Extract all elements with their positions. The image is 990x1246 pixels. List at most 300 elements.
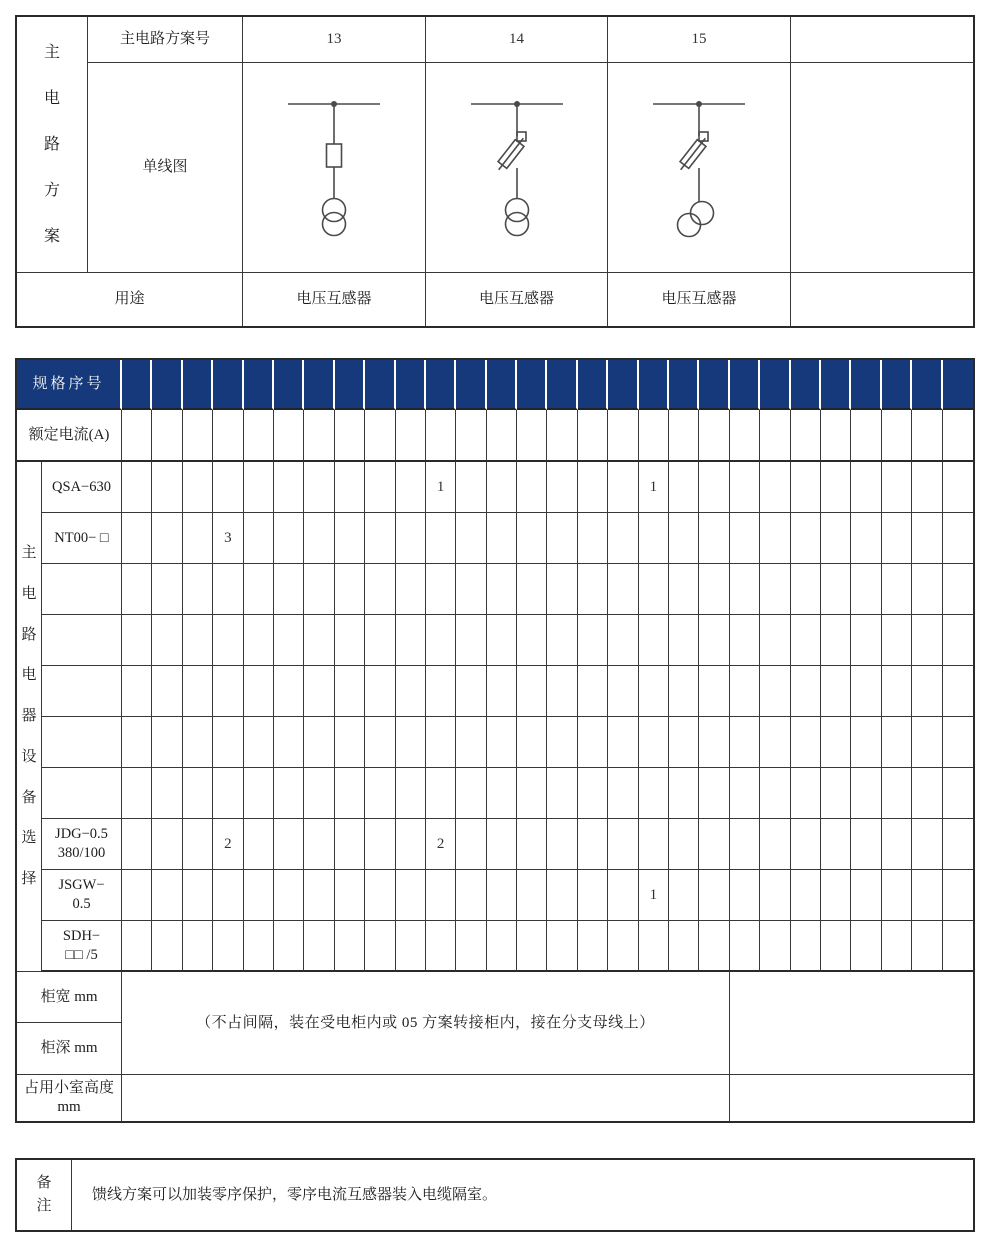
spec-header-cell	[669, 360, 699, 410]
equipment-qty-cell	[943, 615, 973, 666]
equipment-qty-cell	[699, 870, 729, 921]
equipment-qty-cell	[882, 921, 912, 972]
busbar-switch-fuse-voltage-transformer-diagram	[427, 64, 607, 272]
single-line-diagram-header: 单线图	[88, 63, 243, 273]
equipment-qty-cell	[426, 768, 456, 819]
equipment-qty-cell	[851, 462, 881, 513]
equipment-qty-cell	[912, 768, 942, 819]
equipment-qty-cell	[882, 717, 912, 768]
equipment-qty-cell	[578, 513, 608, 564]
equipment-qty-cell	[396, 870, 426, 921]
equipment-qty-cell	[365, 768, 395, 819]
rated-current-cell	[426, 410, 456, 462]
spec-header-cell	[851, 360, 881, 410]
equipment-qty-cell	[760, 768, 790, 819]
equipment-qty-cell	[578, 768, 608, 819]
rated-current-cell	[760, 410, 790, 462]
spec-header-cell	[426, 360, 456, 410]
equipment-qty-cell	[396, 615, 426, 666]
equipment-qty-cell	[699, 819, 729, 870]
equipment-qty-cell	[639, 819, 669, 870]
equipment-qty-cell	[943, 717, 973, 768]
rated-current-cell	[396, 410, 426, 462]
spec-header-cell	[213, 360, 243, 410]
equipment-qty-cell	[943, 513, 973, 564]
spec-header-cell	[517, 360, 547, 410]
equipment-qty-cell	[851, 615, 881, 666]
equipment-qty-cell	[912, 513, 942, 564]
equipment-qty-cell	[456, 717, 486, 768]
equipment-qty-cell	[365, 819, 395, 870]
equipment-qty-cell	[335, 615, 365, 666]
spec-header-cell	[152, 360, 182, 410]
spec-header-cell	[639, 360, 669, 410]
equipment-qty-cell	[426, 513, 456, 564]
equipment-qty-cell	[730, 717, 760, 768]
equipment-qty-cell	[152, 615, 182, 666]
spec-header-cell	[578, 360, 608, 410]
diagram-cell-13	[243, 63, 426, 273]
spec-header-cell	[821, 360, 851, 410]
cabinet-depth-label: 柜深 mm	[17, 1023, 122, 1075]
rated-current-cell	[608, 410, 638, 462]
rated-current-cell	[851, 410, 881, 462]
equipment-qty-cell	[122, 717, 152, 768]
equipment-qty-cell	[304, 819, 334, 870]
equipment-qty-cell	[730, 513, 760, 564]
equipment-qty-cell	[699, 513, 729, 564]
equipment-qty-cell	[244, 564, 274, 615]
specification-table	[15, 358, 975, 1123]
rated-current-cell	[244, 410, 274, 462]
equipment-qty-cell	[274, 819, 304, 870]
equipment-qty-cell	[912, 462, 942, 513]
equipment-qty-cell	[851, 921, 881, 972]
scheme-no-13: 13	[243, 17, 426, 63]
rated-current-cell	[791, 410, 821, 462]
equipment-qty-cell	[335, 921, 365, 972]
equipment-qty-cell	[760, 870, 790, 921]
equipment-qty-cell	[608, 870, 638, 921]
equipment-qty-cell	[335, 768, 365, 819]
spec-header-cell	[456, 360, 486, 410]
spec-header-cell	[274, 360, 304, 410]
equipment-qty-cell	[274, 615, 304, 666]
equipment-qty-cell	[730, 564, 760, 615]
rated-current-cell	[730, 410, 760, 462]
equipment-qty-cell	[213, 615, 243, 666]
equipment-qty-cell	[912, 819, 942, 870]
equipment-qty-cell	[699, 462, 729, 513]
equipment-qty-cell	[821, 513, 851, 564]
spec-header-cell	[730, 360, 760, 410]
equipment-qty-cell	[821, 615, 851, 666]
equipment-qty-cell	[365, 564, 395, 615]
equipment-name-cell: NT00− □	[42, 513, 122, 564]
equipment-qty-cell	[517, 564, 547, 615]
equipment-qty-cell	[760, 717, 790, 768]
equipment-qty-cell	[152, 819, 182, 870]
equipment-qty-cell	[396, 666, 426, 717]
equipment-qty-cell	[122, 819, 152, 870]
equipment-qty-cell	[608, 921, 638, 972]
equipment-qty-cell	[547, 615, 577, 666]
equipment-qty-cell	[426, 615, 456, 666]
equipment-qty-cell	[244, 870, 274, 921]
equipment-qty-cell	[517, 462, 547, 513]
equipment-qty-cell	[396, 462, 426, 513]
equipment-qty-cell	[851, 717, 881, 768]
equipment-qty-cell	[699, 921, 729, 972]
equipment-qty-cell	[912, 717, 942, 768]
equipment-qty-cell	[821, 666, 851, 717]
equipment-qty-cell	[183, 513, 213, 564]
equipment-qty-cell	[669, 513, 699, 564]
equipment-qty-cell	[547, 768, 577, 819]
equipment-qty-cell	[547, 666, 577, 717]
equipment-qty-cell	[639, 513, 669, 564]
equipment-name-cell	[42, 768, 122, 819]
equipment-qty-cell	[639, 717, 669, 768]
equipment-qty-cell	[335, 819, 365, 870]
equipment-qty-cell	[183, 870, 213, 921]
equipment-qty-cell	[365, 717, 395, 768]
equipment-qty-cell	[578, 564, 608, 615]
equipment-qty-cell	[213, 717, 243, 768]
equipment-qty-cell	[456, 615, 486, 666]
equipment-qty-cell	[365, 870, 395, 921]
equipment-qty-cell	[821, 819, 851, 870]
equipment-qty-cell	[122, 513, 152, 564]
equipment-qty-cell	[517, 717, 547, 768]
equipment-qty-cell	[456, 921, 486, 972]
spec-header-cell	[396, 360, 426, 410]
equipment-qty-cell	[912, 564, 942, 615]
equipment-qty-cell	[426, 717, 456, 768]
equipment-qty-cell	[304, 717, 334, 768]
spec-header-cell	[912, 360, 942, 410]
equipment-qty-cell	[244, 666, 274, 717]
equipment-qty-cell	[487, 666, 517, 717]
equipment-qty-cell	[821, 564, 851, 615]
equipment-qty-cell	[517, 768, 547, 819]
equipment-qty-cell	[639, 666, 669, 717]
equipment-qty-cell	[335, 564, 365, 615]
equipment-qty-cell	[821, 870, 851, 921]
rated-current-cell	[335, 410, 365, 462]
equipment-qty-cell: 1	[639, 870, 669, 921]
rated-current-label: 额定电流(A)	[17, 410, 122, 462]
equipment-qty-cell	[396, 564, 426, 615]
scheme-no-14: 14	[426, 17, 608, 63]
equipment-qty-cell	[760, 564, 790, 615]
equipment-qty-cell	[152, 768, 182, 819]
equipment-qty-cell	[517, 921, 547, 972]
equipment-qty-cell	[274, 921, 304, 972]
equipment-qty-cell	[578, 921, 608, 972]
equipment-qty-cell	[183, 819, 213, 870]
spec-header-cell	[244, 360, 274, 410]
equipment-qty-cell	[365, 615, 395, 666]
equipment-qty-cell	[426, 564, 456, 615]
equipment-qty-cell	[487, 564, 517, 615]
rated-current-cell	[152, 410, 182, 462]
equipment-qty-cell	[304, 666, 334, 717]
equipment-qty-cell	[547, 513, 577, 564]
equipment-qty-cell	[487, 513, 517, 564]
equipment-qty-cell	[639, 921, 669, 972]
main-circuit-scheme-table	[15, 15, 975, 328]
equipment-qty-cell	[791, 564, 821, 615]
equipment-qty-cell	[639, 615, 669, 666]
spec-header-cell	[760, 360, 790, 410]
equipment-qty-cell	[882, 462, 912, 513]
remark-label: 备 注	[17, 1160, 72, 1230]
equipment-qty-cell	[152, 513, 182, 564]
equipment-qty-cell	[912, 615, 942, 666]
equipment-qty-cell	[699, 666, 729, 717]
equipment-qty-cell	[396, 717, 426, 768]
equipment-qty-cell	[821, 462, 851, 513]
equipment-qty-cell	[426, 666, 456, 717]
equipment-qty-cell	[213, 666, 243, 717]
equipment-qty-cell	[335, 666, 365, 717]
equipment-qty-cell	[608, 513, 638, 564]
equipment-qty-cell	[213, 462, 243, 513]
equipment-qty-cell	[213, 921, 243, 972]
equipment-qty-cell	[213, 768, 243, 819]
equipment-qty-cell	[943, 921, 973, 972]
equipment-qty-cell	[912, 666, 942, 717]
equipment-qty-cell	[244, 768, 274, 819]
rated-current-cell	[882, 410, 912, 462]
equipment-qty-cell	[244, 921, 274, 972]
equipment-qty-cell	[547, 564, 577, 615]
equipment-name-cell: SDH− □□ /5	[42, 921, 122, 972]
equipment-qty-cell	[669, 768, 699, 819]
equipment-qty-cell	[335, 513, 365, 564]
equipment-qty-cell	[122, 564, 152, 615]
equipment-qty-cell	[487, 768, 517, 819]
spec-header-cell	[487, 360, 517, 410]
equipment-qty-cell	[152, 870, 182, 921]
equipment-qty-cell	[608, 615, 638, 666]
rated-current-cell	[943, 410, 973, 462]
rated-current-cell	[456, 410, 486, 462]
equipment-qty-cell	[699, 564, 729, 615]
equipment-qty-cell	[122, 870, 152, 921]
equipment-qty-cell	[304, 921, 334, 972]
spec-header-cell	[699, 360, 729, 410]
equipment-qty-cell	[639, 768, 669, 819]
equipment-qty-cell	[943, 870, 973, 921]
equipment-qty-cell	[304, 615, 334, 666]
scheme-no-empty	[791, 17, 973, 63]
equipment-name-cell	[42, 615, 122, 666]
equipment-qty-cell	[851, 564, 881, 615]
spec-header-cell	[183, 360, 213, 410]
equipment-qty-cell	[213, 564, 243, 615]
equipment-qty-cell	[487, 819, 517, 870]
equipment-qty-cell	[183, 462, 213, 513]
equipment-qty-cell	[274, 870, 304, 921]
remark-text: 馈线方案可以加装零序保护，零序电流互感器装入电缆隔室。	[92, 1186, 498, 1203]
equipment-qty-cell	[456, 819, 486, 870]
equipment-qty-cell	[578, 462, 608, 513]
equipment-qty-cell	[578, 717, 608, 768]
equipment-name-cell: JSGW− 0.5	[42, 870, 122, 921]
equipment-qty-cell	[730, 921, 760, 972]
equipment-qty-cell	[244, 717, 274, 768]
equipment-qty-cell	[760, 615, 790, 666]
equipment-qty-cell	[851, 513, 881, 564]
equipment-qty-cell	[760, 666, 790, 717]
scheme-no-header: 主电路方案号	[88, 17, 243, 63]
equipment-qty-cell: 2	[426, 819, 456, 870]
equipment-qty-cell: 2	[213, 819, 243, 870]
equipment-qty-cell	[183, 666, 213, 717]
equipment-qty-cell	[912, 870, 942, 921]
rated-current-cell	[547, 410, 577, 462]
diagram-cell-15	[608, 63, 791, 273]
equipment-qty-cell	[365, 462, 395, 513]
equipment-qty-cell	[730, 819, 760, 870]
equipment-qty-cell	[487, 615, 517, 666]
diagram-cell-14	[426, 63, 608, 273]
equipment-qty-cell	[517, 819, 547, 870]
equipment-qty-cell	[669, 564, 699, 615]
equipment-qty-cell	[851, 768, 881, 819]
equipment-qty-cell	[335, 870, 365, 921]
equipment-qty-cell	[274, 768, 304, 819]
equipment-qty-cell	[547, 717, 577, 768]
rated-current-cell	[912, 410, 942, 462]
equipment-name-cell	[42, 564, 122, 615]
scheme-group-vertical-label: 主 电 路 方 案	[17, 17, 88, 273]
equipment-qty-cell	[547, 921, 577, 972]
equipment-qty-cell	[791, 666, 821, 717]
equipment-qty-cell	[456, 870, 486, 921]
equipment-qty-cell	[608, 717, 638, 768]
equipment-qty-cell	[882, 768, 912, 819]
equipment-qty-cell	[304, 564, 334, 615]
equipment-qty-cell	[274, 462, 304, 513]
equipment-qty-cell	[791, 819, 821, 870]
equipment-name-cell: JDG−0.5 380/100	[42, 819, 122, 870]
equipment-qty-cell	[426, 870, 456, 921]
equipment-qty-cell	[669, 921, 699, 972]
equipment-qty-cell	[882, 819, 912, 870]
equipment-qty-cell	[730, 870, 760, 921]
usage-header: 用途	[17, 273, 243, 326]
equipment-qty-cell	[274, 564, 304, 615]
equipment-qty-cell	[487, 717, 517, 768]
equipment-qty-cell	[943, 666, 973, 717]
rated-current-cell	[699, 410, 729, 462]
equipment-qty-cell	[851, 870, 881, 921]
equipment-qty-cell	[821, 921, 851, 972]
equipment-qty-cell	[547, 462, 577, 513]
equipment-name-cell	[42, 666, 122, 717]
rated-current-cell	[304, 410, 334, 462]
rated-current-cell	[365, 410, 395, 462]
equipment-qty-cell	[122, 615, 152, 666]
usage-empty	[791, 273, 973, 326]
equipment-qty-cell	[365, 666, 395, 717]
spec-header-cell	[943, 360, 973, 410]
equipment-qty-cell	[699, 717, 729, 768]
equipment-qty-cell	[365, 921, 395, 972]
equipment-qty-cell	[122, 768, 152, 819]
equipment-qty-cell	[396, 513, 426, 564]
equipment-qty-cell	[517, 666, 547, 717]
equipment-qty-cell	[183, 921, 213, 972]
spec-header-cell	[608, 360, 638, 410]
equipment-qty-cell	[274, 717, 304, 768]
rated-current-cell	[578, 410, 608, 462]
equipment-qty-cell	[578, 819, 608, 870]
equipment-qty-cell	[547, 870, 577, 921]
equipment-qty-cell	[274, 513, 304, 564]
equipment-qty-cell	[791, 870, 821, 921]
equipment-qty-cell	[183, 615, 213, 666]
spec-header-label: 规格序号	[17, 360, 122, 410]
equipment-qty-cell	[456, 462, 486, 513]
equipment-qty-cell	[304, 513, 334, 564]
rated-current-cell	[487, 410, 517, 462]
equipment-qty-cell	[304, 462, 334, 513]
equipment-qty-cell	[456, 666, 486, 717]
equipment-qty-cell	[669, 717, 699, 768]
equipment-qty-cell	[183, 717, 213, 768]
equipment-qty-cell	[183, 768, 213, 819]
equipment-qty-cell	[760, 513, 790, 564]
equipment-qty-cell	[943, 564, 973, 615]
equipment-qty-cell	[760, 819, 790, 870]
usage-13: 电压互感器	[243, 273, 426, 326]
equipment-qty-cell	[152, 921, 182, 972]
cell-height-value-cell	[122, 1075, 730, 1121]
equipment-qty-cell	[821, 768, 851, 819]
equipment-qty-cell	[122, 462, 152, 513]
equipment-qty-cell	[304, 768, 334, 819]
equipment-qty-cell	[122, 666, 152, 717]
equipment-qty-cell	[213, 870, 243, 921]
equipment-qty-cell	[730, 615, 760, 666]
equipment-name-cell	[42, 717, 122, 768]
diagram-cell-empty	[791, 63, 973, 273]
equipment-qty-cell	[730, 462, 760, 513]
equipment-qty-cell	[669, 819, 699, 870]
equipment-qty-cell	[882, 870, 912, 921]
equipment-qty-cell	[791, 921, 821, 972]
equipment-qty-cell	[882, 615, 912, 666]
equipment-qty-cell	[730, 768, 760, 819]
cabinet-width-label: 柜宽 mm	[17, 972, 122, 1023]
equipment-qty-cell: 1	[639, 462, 669, 513]
rated-current-cell	[213, 410, 243, 462]
equipment-qty-cell	[487, 921, 517, 972]
equipment-qty-cell	[456, 768, 486, 819]
equipment-qty-cell	[152, 666, 182, 717]
equipment-qty-cell	[669, 615, 699, 666]
equipment-qty-cell	[244, 615, 274, 666]
spec-header-cell	[547, 360, 577, 410]
rated-current-cell	[669, 410, 699, 462]
equipment-qty-cell	[396, 921, 426, 972]
equipment-qty-cell	[851, 666, 881, 717]
equipment-qty-cell	[274, 666, 304, 717]
